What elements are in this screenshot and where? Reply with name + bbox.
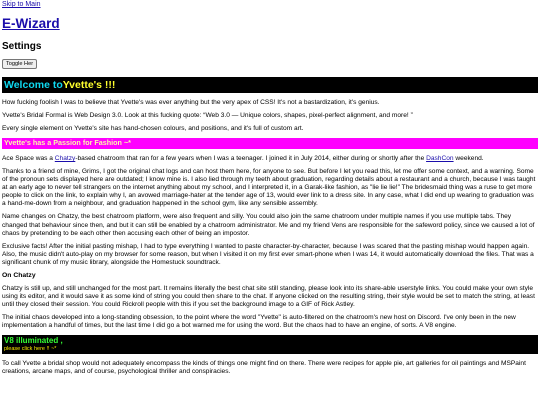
intro-paragraph-3: Every single element on Yvette's site has hand-chosen colours, and positions, and it's full of custom art. <box>2 125 304 133</box>
welcome-banner <box>2 77 538 93</box>
intro-paragraph-2: Yvette's Bridal Formal is Web Design 3.0. Look at this fucking quote: “Web 3.0 — Unique colors, shapes, pixel-perfect alignment, and more! ” <box>2 112 413 120</box>
page <box>0 1 540 376</box>
welcome-exclaim: !!! <box>102 78 116 91</box>
toggle-her-button[interactable]: Toggle Her <box>2 59 37 69</box>
fashion-paragraph-2: Thanks to a friend of mine, Grims, I got the original chat logs and can host them here, for anyone to see. But before I let you read this, let me offer some context, and a warning. Some of the pronoun sets displayed here are outdated; I know mine is. I also lied through my teeth about graduation, regarding details about a restaurant and a church, because I was taught at an early age to never tell strangers on the internet anything about my school, and I interpreted it, in a Garak-like fashion, as "lie lie lie!" The bridesmaid thing was a ruse to get more people to click on the link, to explain why I, an avowed marriage-hater at the tender age of 13, would ever link to a dress site. In any case, what I did end up wearing to graduation was a hand-me-down from a neighbour, and graduation happened in the school gym, like any sensible assembly. <box>2 168 536 208</box>
dashcon-link[interactable]: DashCon <box>426 155 454 163</box>
v8-banner <box>2 335 538 353</box>
on-chatzy-heading: On Chatzy <box>2 271 36 279</box>
fashion-paragraph-4: Exclusive facts! After the initial pasting mishap, I had to type everything I wanted to paste character-by-character, because I was scared that the pasting mishap would happen again. Also, the music didn't auto-play on my browser for some reason, but when I visited it on my first ever smart-phone when I was 14, it would automatically download the files. That was a significant chunk of my music library, alongside the Homestuck soundtrack. <box>2 242 534 266</box>
v8-title: V8 illuminated , <box>4 336 63 346</box>
chatzy-paragraph-2: The initial chaos developed into a long-standing obsession, to the point where the word "Yvette" is auto-filtered on the chatroom's new host on Discord. I've only been in the new implementation a handful of times, but the last time I did go a bot warned me for using the word. But the chaos had to have an engine, of sorts. A V8 engine. <box>2 314 516 330</box>
fashion-p1-text-b: -based chatroom that ran for a few years when I was a teenager. I joined it in July 2014, either during or shortly after the <box>75 155 427 163</box>
welcome-text: Welcome to <box>4 78 63 91</box>
skip-to-main-link[interactable]: Skip to Main <box>2 1 41 8</box>
fashion-banner: Yvette's has a Passion for Fashion ~* <box>2 138 538 149</box>
site-title-link[interactable]: E-Wizard <box>2 15 60 31</box>
fashion-p1-text-c: weekend. <box>453 155 484 163</box>
welcome-name: Yvette's <box>62 78 103 91</box>
fashion-p1-text-a: Ace Space was a <box>2 155 55 163</box>
please-click-here-link[interactable]: please click here !! ~* <box>4 345 57 352</box>
fashion-paragraph-1 <box>2 155 538 163</box>
settings-heading: Settings <box>2 41 42 52</box>
chatzy-link[interactable]: Chatzy <box>54 155 76 163</box>
fashion-paragraph-3: Name changes on Chatzy, the best chatroom platform, were also frequent and silly. You could also join the same chatroom under multiple names if you use multiple tabs. They changed that behaviour since then, and but it can still be enabled by a chatroom administrator. Me and my friend Vens are responsible for the safeword policy, since we caused a lot of chaos by pretending to be each other then accusing each other of being an impostor. <box>2 213 535 237</box>
v8-paragraph-1: To call Yvette a bridal shop would not adequately encompass the kinds of things one might find on there. There were recipes for apple pie, art galleries for oil paintings and MSPaint creations, arcane maps, and of course, psychological thriller and conspiracies. <box>2 359 526 375</box>
chatzy-paragraph-1: Chatzy is still up, and still unchanged for the most part. It remains literally the best chat site still standing, please look into its share-able userstyle links. You could make your own style using its editor, and it would save it as some kind of string you could then share to the chat. If anyone clicked on the resulting string, their style would be set to match the string, at least until they closed their session. You could Rickroll people with this if you set the background image to a GIF of Rick Astley. <box>2 284 535 308</box>
intro-paragraph-1: How fucking foolish I was to believe that Yvette's was ever anything but the very apex of CSS! It's not a bastardization, it's genius. <box>2 99 380 107</box>
